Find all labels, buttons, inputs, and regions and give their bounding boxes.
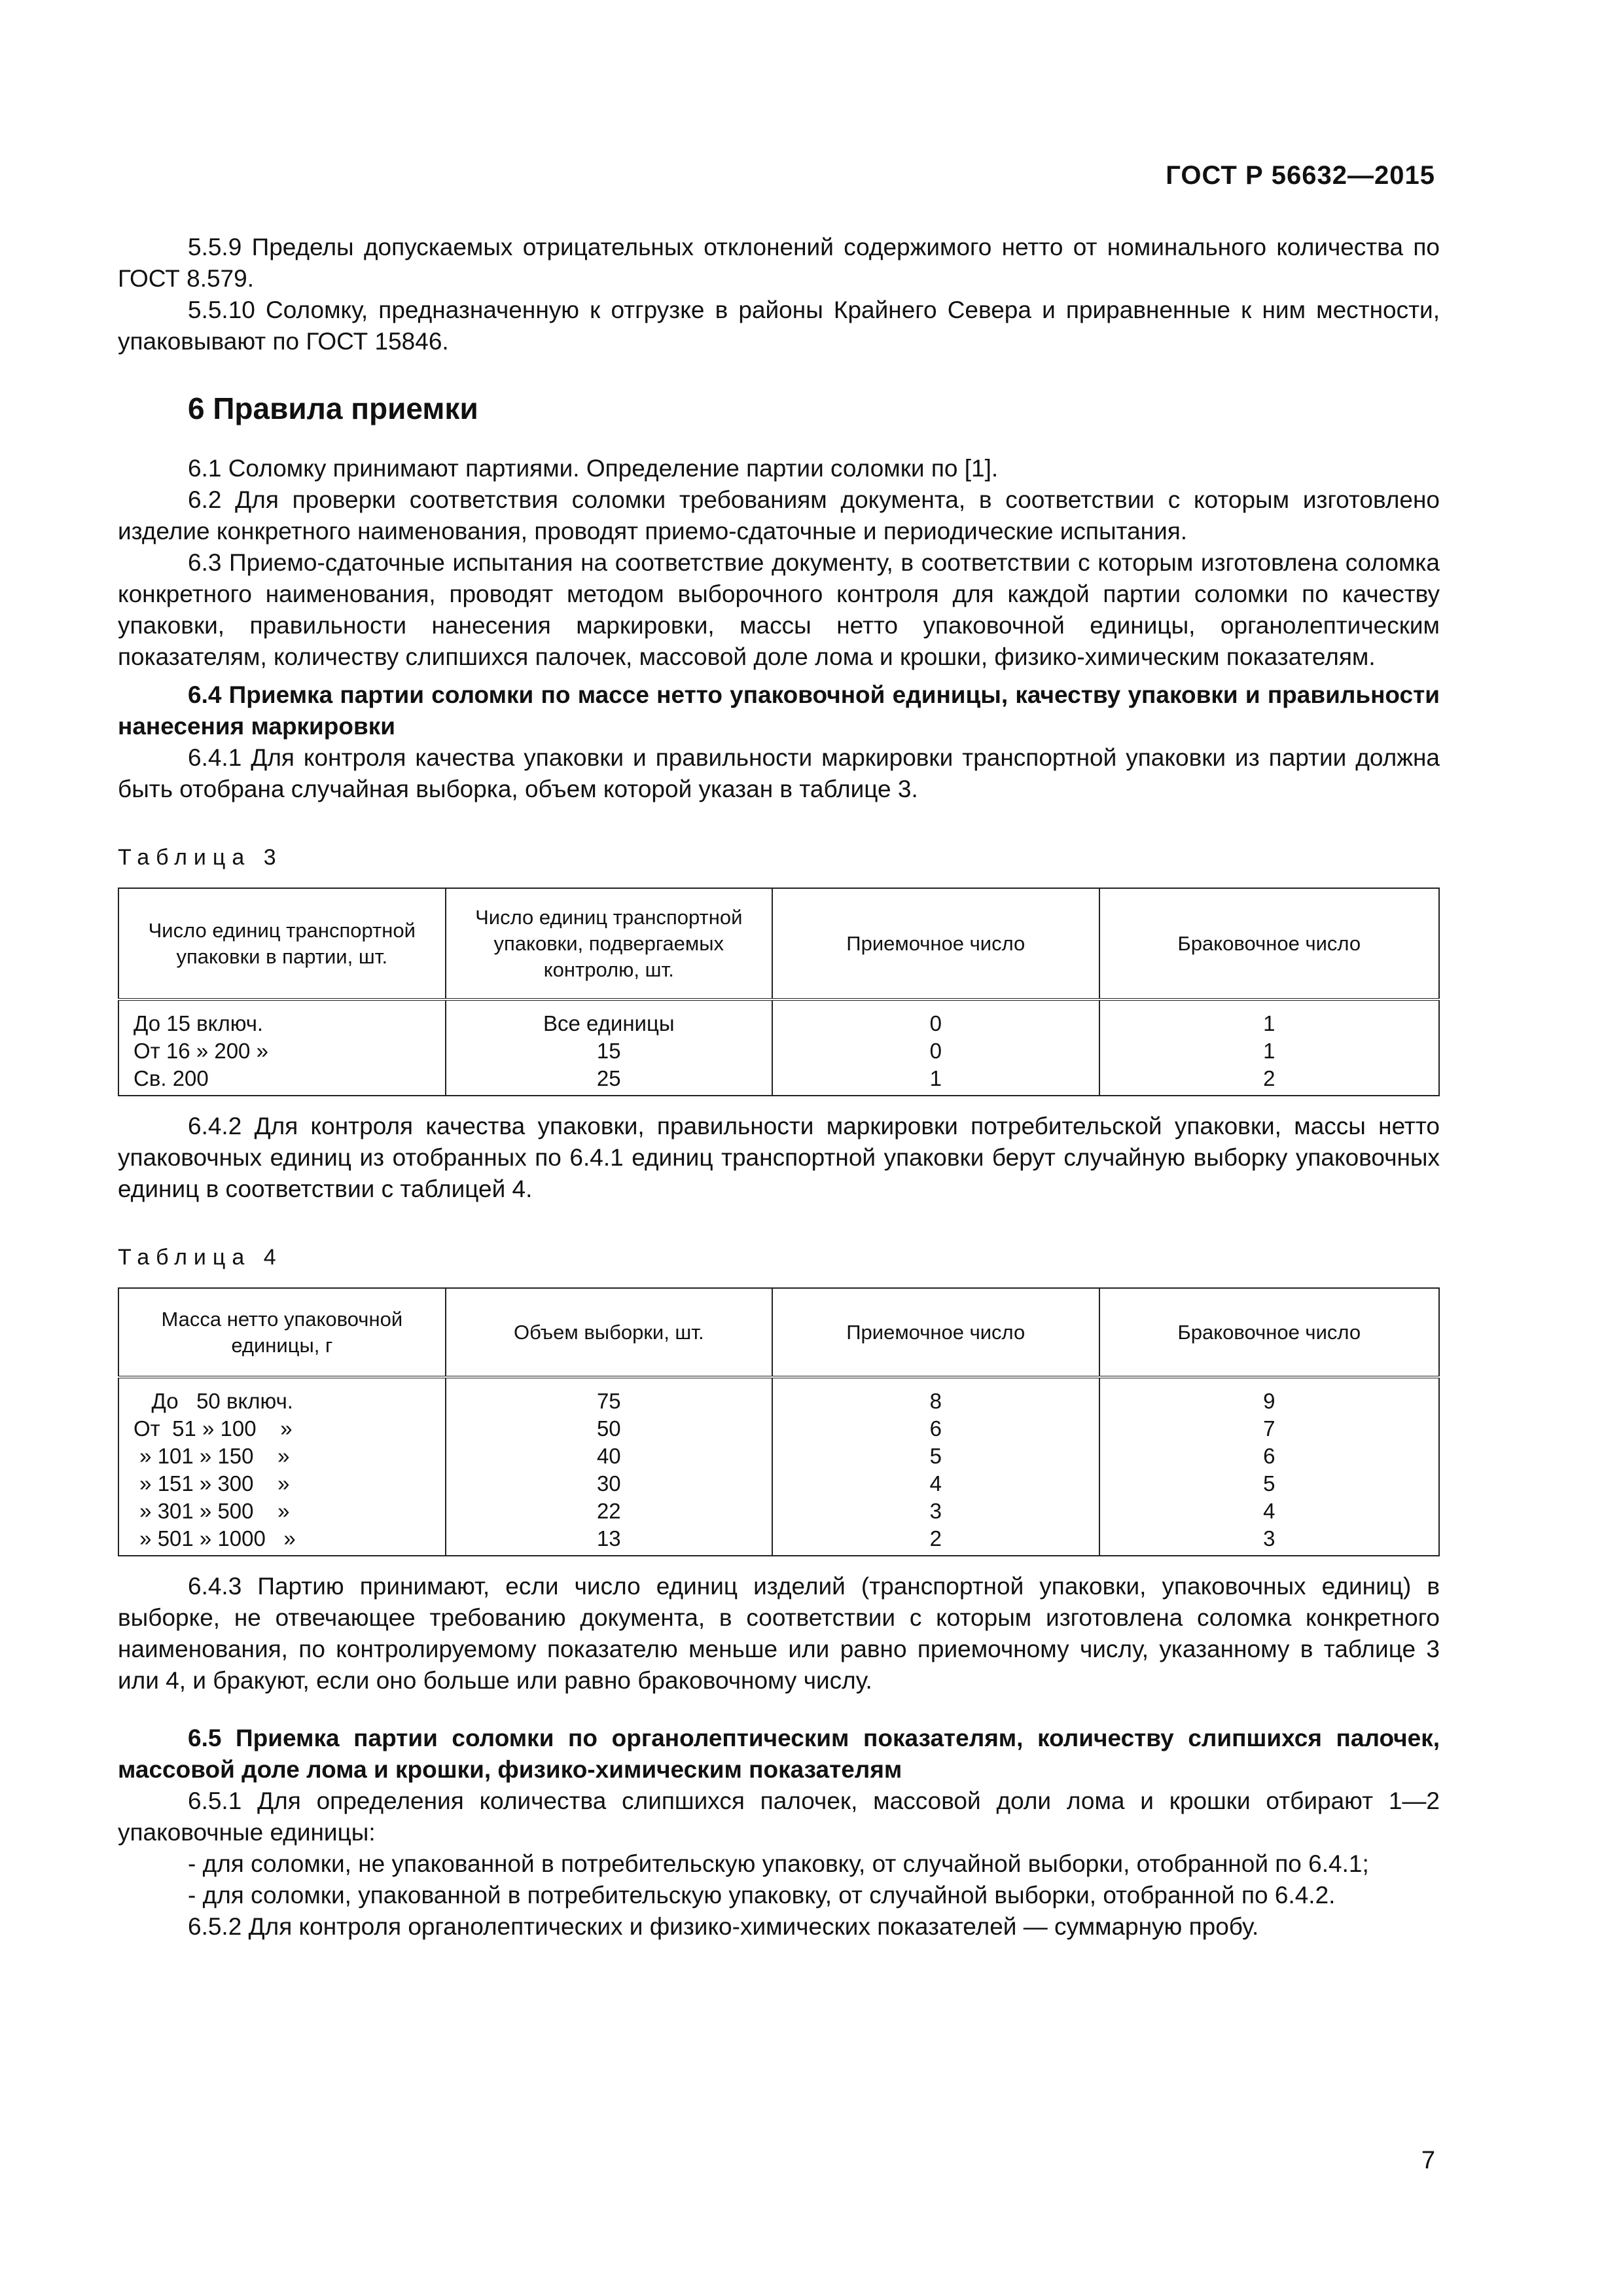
- table-cell: 4: [772, 1470, 1099, 1498]
- table-cell: 6: [1099, 1443, 1440, 1470]
- table-cell: 7: [1099, 1415, 1440, 1443]
- table-row: [118, 999, 1439, 1037]
- table-cell: 5: [1099, 1470, 1440, 1498]
- list-item-6-5-1-b: - для соломки, упакованной в потребительскую упаковку, от случайной выборки, отобранной по 6.4.2.: [188, 1882, 1336, 1909]
- table-cell: 5: [772, 1443, 1099, 1470]
- table-cell: 50: [446, 1415, 772, 1443]
- table-4-caption: Таблица 4: [118, 1245, 283, 1270]
- table-cell: Все единицы: [446, 999, 773, 1037]
- table-header-cell: Браковочное число: [1099, 888, 1439, 999]
- table-cell: 3: [1099, 1525, 1440, 1556]
- table-cell: 0: [772, 999, 1099, 1037]
- paragraph-6-4-2: 6.4.2 Для контроля качества упаковки, правильности маркировки потребительской упаковки, массы нетто упаковочных единиц из отобранных по 6.4.1 единиц транспортной упаковки берут случайную выборку упаковочных единиц в соответствии с таблицей 4.: [118, 1113, 1440, 1202]
- table-cell: » 501 » 1000 »: [118, 1525, 446, 1556]
- table-cell: 15: [446, 1037, 773, 1065]
- table-row: [118, 1377, 1439, 1415]
- table-header-cell: Приемочное число: [772, 1288, 1099, 1377]
- table-cell: 9: [1099, 1377, 1440, 1415]
- page-body: [118, 232, 1440, 1943]
- table-row: [118, 1498, 1439, 1525]
- table-cell: 1: [1099, 999, 1439, 1037]
- paragraph-5-5-9: 5.5.9 Пределы допускаемых отрицательных отклонений содержимого нетто от номинального количества по ГОСТ 8.579.: [118, 234, 1440, 292]
- table-cell: До 15 включ.: [118, 999, 446, 1037]
- table-cell: 2: [772, 1525, 1099, 1556]
- table-header-cell: Приемочное число: [772, 888, 1099, 999]
- table-cell: До 50 включ.: [118, 1377, 446, 1415]
- table-cell: 3: [772, 1498, 1099, 1525]
- table-cell: 1: [1099, 1037, 1439, 1065]
- table-cell: 30: [446, 1470, 772, 1498]
- page-number: 7: [1421, 2147, 1435, 2174]
- table-header-cell: Число единиц транспортной упаковки в партии, шт.: [118, 888, 446, 999]
- table-header-cell: Число единиц транспортной упаковки, подвергаемых контролю, шт.: [446, 888, 773, 999]
- table-cell: » 101 » 150 »: [118, 1443, 446, 1470]
- table-cell: От 51 » 100 »: [118, 1415, 446, 1443]
- table-row: [118, 1443, 1439, 1470]
- table-4: [118, 1287, 1440, 1556]
- list-item-6-5-1-a: - для соломки, не упакованной в потребительскую упаковку, от случайной выборки, отобранной по 6.4.1;: [188, 1850, 1369, 1877]
- table-cell: 25: [446, 1065, 773, 1096]
- table-cell: 0: [772, 1037, 1099, 1065]
- table-3-caption: Таблица 3: [118, 845, 283, 870]
- section-6-title: 6 Правила приемки: [188, 391, 478, 425]
- table-cell: » 301 » 500 »: [118, 1498, 446, 1525]
- paragraph-6-5-2: 6.5.2 Для контроля органолептических и физико-химических показателей — суммарную пробу.: [188, 1913, 1259, 1940]
- paragraph-6-3: 6.3 Приемо-сдаточные испытания на соответствие документу, в соответствии с которым изготовлена соломка конкретного наименования, проводят методом выборочного контроля для каждой партии соломки по качеству упаковки, правильности нанесения маркировки, массы нетто упаковочной единицы, органолептическим показателям, количеству слипшихся палочек, массовой доле лома и крошки, физико-химическим показателям.: [118, 549, 1440, 670]
- table-row: [118, 1065, 1439, 1096]
- table-cell: 40: [446, 1443, 772, 1470]
- table-header-cell: Масса нетто упаковочной единицы, г: [118, 1288, 446, 1377]
- table-cell: От 16 » 200 »: [118, 1037, 446, 1065]
- table-cell: 6: [772, 1415, 1099, 1443]
- table-cell: 75: [446, 1377, 772, 1415]
- table-3: [118, 888, 1440, 1096]
- table-cell: 4: [1099, 1498, 1440, 1525]
- subsection-6-4-title: 6.4 Приемка партии соломки по массе нетто упаковочной единицы, качеству упаковки и правильности нанесения маркировки: [118, 681, 1440, 740]
- paragraph-5-5-10: 5.5.10 Соломку, предназначенную к отгрузке в районы Крайнего Севера и приравненные к ним местности, упаковывают по ГОСТ 15846.: [118, 296, 1440, 355]
- table-cell: » 151 » 300 »: [118, 1470, 446, 1498]
- table-cell: 1: [772, 1065, 1099, 1096]
- table-cell: 22: [446, 1498, 772, 1525]
- table-row: [118, 1037, 1439, 1065]
- table-cell: 8: [772, 1377, 1099, 1415]
- table-cell: 2: [1099, 1065, 1439, 1096]
- table-cell: 13: [446, 1525, 772, 1556]
- table-row: [118, 1415, 1439, 1443]
- table-row: [118, 1470, 1439, 1498]
- table-header-cell: Браковочное число: [1099, 1288, 1440, 1377]
- standard-code-header: ГОСТ Р 56632—2015: [1166, 161, 1435, 190]
- paragraph-6-5-1: 6.5.1 Для определения количества слипшихся палочек, массовой доли лома и крошки отбирают 1—2 упаковочные единицы:: [118, 1787, 1440, 1846]
- subsection-6-5-title: 6.5 Приемка партии соломки по органолептическим показателям, количеству слипшихся палочек, массовой доле лома и крошки, физико-химическим показателям: [118, 1725, 1440, 1783]
- table-header-cell: Объем выборки, шт.: [446, 1288, 772, 1377]
- paragraph-6-4-1: 6.4.1 Для контроля качества упаковки и правильности маркировки транспортной упаковки из партии должна быть отобрана случайная выборка, объем которой указан в таблице 3.: [118, 744, 1440, 802]
- paragraph-6-1: 6.1 Соломку принимают партиями. Определение партии соломки по [1].: [188, 455, 999, 482]
- paragraph-6-4-3: 6.4.3 Партию принимают, если число единиц изделий (транспортной упаковки, упаковочных единиц) в выборке, не отвечающее требованию документа, в соответствии с которым изготовлена соломка конкретного наименования, по контролируемому показателю меньше или равно приемочному числу, указанному в таблице 3 или 4, и бракуют, если оно больше или равно браковочному числу.: [118, 1573, 1440, 1694]
- paragraph-6-2: 6.2 Для проверки соответствия соломки требованиям документа, в соответствии с которым изготовлено изделие конкретного наименования, проводят приемо-сдаточные и периодические испытания.: [118, 486, 1440, 545]
- table-cell: Св. 200: [118, 1065, 446, 1096]
- table-row: [118, 1525, 1439, 1556]
